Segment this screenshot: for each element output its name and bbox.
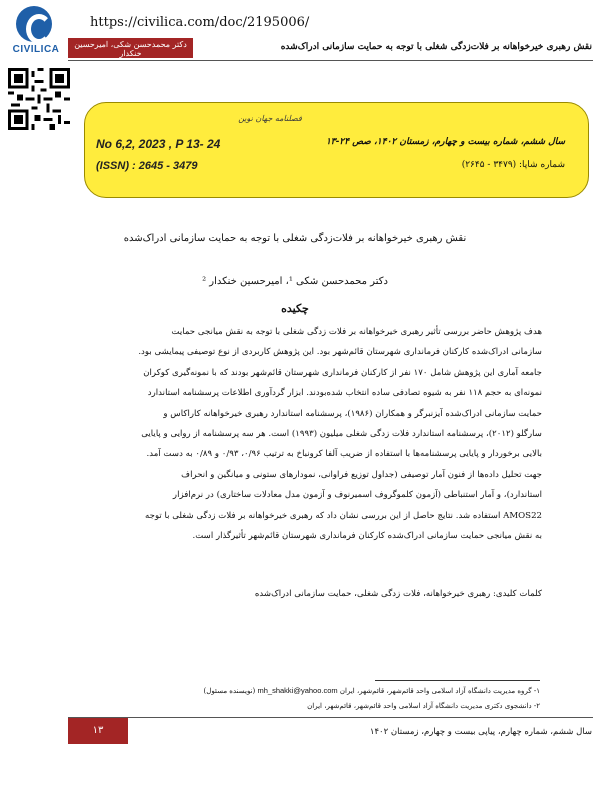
header-title: نقش رهبری خیرخواهانه بر فلات‌زدگی شغلی با توجه به حمایت سازمانی ادراک‌شده — [280, 42, 592, 52]
abstract-line: جامعه آماری این پژوهش شامل ۱۷۰ نفر از کارکنان فرمانداری شهرستان قائم‌شهر بودند که با نمونه‌گیری کوکران — [143, 367, 542, 378]
abstract-body — [62, 322, 542, 546]
journal-name: فصلنامه جهان نوین — [238, 114, 302, 123]
journal-issn-persian: شماره شاپا: (۳۴۷۹ - ۲۶۴۵) — [461, 160, 565, 170]
abstract-line: بالایی برخوردار و پایایی پرسشنامه‌ها با استفاده از ضریب آلفا کرونباخ به ترتیب ۰/۹۶، ۰/۹۳ و ۰/۸۹ به دست آمد. — [146, 449, 542, 460]
journal-issue-persian: سال ششم، شماره بیست و چهارم، زمستان ۱۴۰۲، صص ۲۴-۱۳ — [325, 137, 565, 147]
abstract-line: AMOS22 استفاده شد. نتایج حاصل از این بررسی نشان داد که رهبری خیرخواهانه بر فلات زدگی شغلی با توجه — [145, 510, 542, 521]
footnote-1-affiliation: ۱- گروه مدیریت دانشگاه آزاد اسلامی واحد قائم‌شهر، قائم‌شهر، ایران — [339, 687, 540, 695]
civilica-logo[interactable] — [6, 6, 62, 64]
page-number: ۱۳ — [92, 725, 104, 736]
qr-code-icon — [8, 68, 70, 130]
keywords: کلمات کلیدی: رهبری خیرخواهانه، فلات زدگی شغلی، حمایت سازمانی ادراک‌شده — [254, 589, 542, 599]
author-email-link[interactable]: mh_shakki@yahoo.com — [257, 686, 338, 695]
abstract-line: نمونه‌ای به حجم ۱۱۸ نفر به شیوه تصادفی ساده انتخاب شده‌بودند. ابزار گردآوری اطلاعات پرسشنامه استاندارد — [147, 388, 542, 399]
footer-divider — [68, 717, 593, 718]
footnote-1-role: (نویسنده مسئول) — [203, 687, 256, 695]
abstract-heading: چکیده — [281, 302, 309, 315]
abstract-line: حمایت سازمانی ادراک‌شده آیزنبرگر و همکاران (۱۹۸۶)، پرسشنامه استاندارد رهبری خیرخواهانه کاراکاس و — [163, 408, 542, 419]
footer-issue-text: سال ششم، شماره چهارم، پیاپی بیست و چهارم، زمستان ۱۴۰۲ — [369, 727, 592, 737]
abstract-line: سازمانی ادراک‌شده کارکنان فرمانداری شهرستان قائم‌شهر بود. این پژوهش کاربردی از نوع توصیفی پیمایشی بود. — [138, 347, 542, 358]
document-url[interactable]: https://civilica.com/doc/2195006/ — [90, 15, 310, 30]
abstract-line: هدف پژوهش حاضر بررسی تأثیر رهبری خیرخواهانه بر فلات زدگی شغلی با توجه به نقش میانجی حمایت — [171, 327, 542, 337]
abstract-line: استاندارد)، و آمار استنباطی (آزمون کلموگروف اسمیرنوف و آزمون مدل معادلات ساختاری) در نرم‌افزار — [172, 490, 542, 501]
journal-issn-english: (ISSN) : 2645 - 3479 — [96, 160, 198, 172]
footnote-2: ۲- دانشجوی دکتری مدیریت دانشگاه آزاد اسلامی واحد قائم‌شهر، قائم‌شهر، ایران — [307, 702, 540, 710]
paper-title: نقش رهبری خیرخواهانه بر فلات‌زدگی شغلی با توجه به حمایت سازمانی ادراک‌شده — [123, 233, 467, 244]
paper-authors: دکتر محمدحسن شکی ¹، امیرحسین خنکدار ² — [202, 276, 388, 287]
abstract-line: جهت تحلیل داده‌ها از فنون آمار توصیفی (جداول توزیع فراوانی، نمودارهای ستونی و میانگین و انحراف — [181, 469, 542, 480]
footnote-divider — [375, 680, 540, 681]
header-authors: دکتر محمدحسن شکی، امیرحسین خنکدار — [74, 40, 187, 58]
civilica-c-icon — [16, 6, 52, 42]
abstract-line: به نقش میانجی حمایت سازمانی ادراک‌شده کارکنان فرمانداری شهرستان قائم‌شهر تأثیرگذار است. — [192, 530, 542, 541]
civilica-logo-text: CIVILICA — [12, 44, 60, 55]
header-divider — [68, 60, 593, 61]
footnote-1 — [140, 686, 540, 695]
abstract-line: سارگلو (۲۰۱۲)، پرسشنامه استاندارد فلات زدگی شغلی میلیون (۱۹۹۳) است. هر سه پرسشنامه از روایی و پایایی — [141, 428, 542, 439]
journal-issue-english: No 6,2, 2023 , P 13- 24 — [96, 137, 221, 151]
